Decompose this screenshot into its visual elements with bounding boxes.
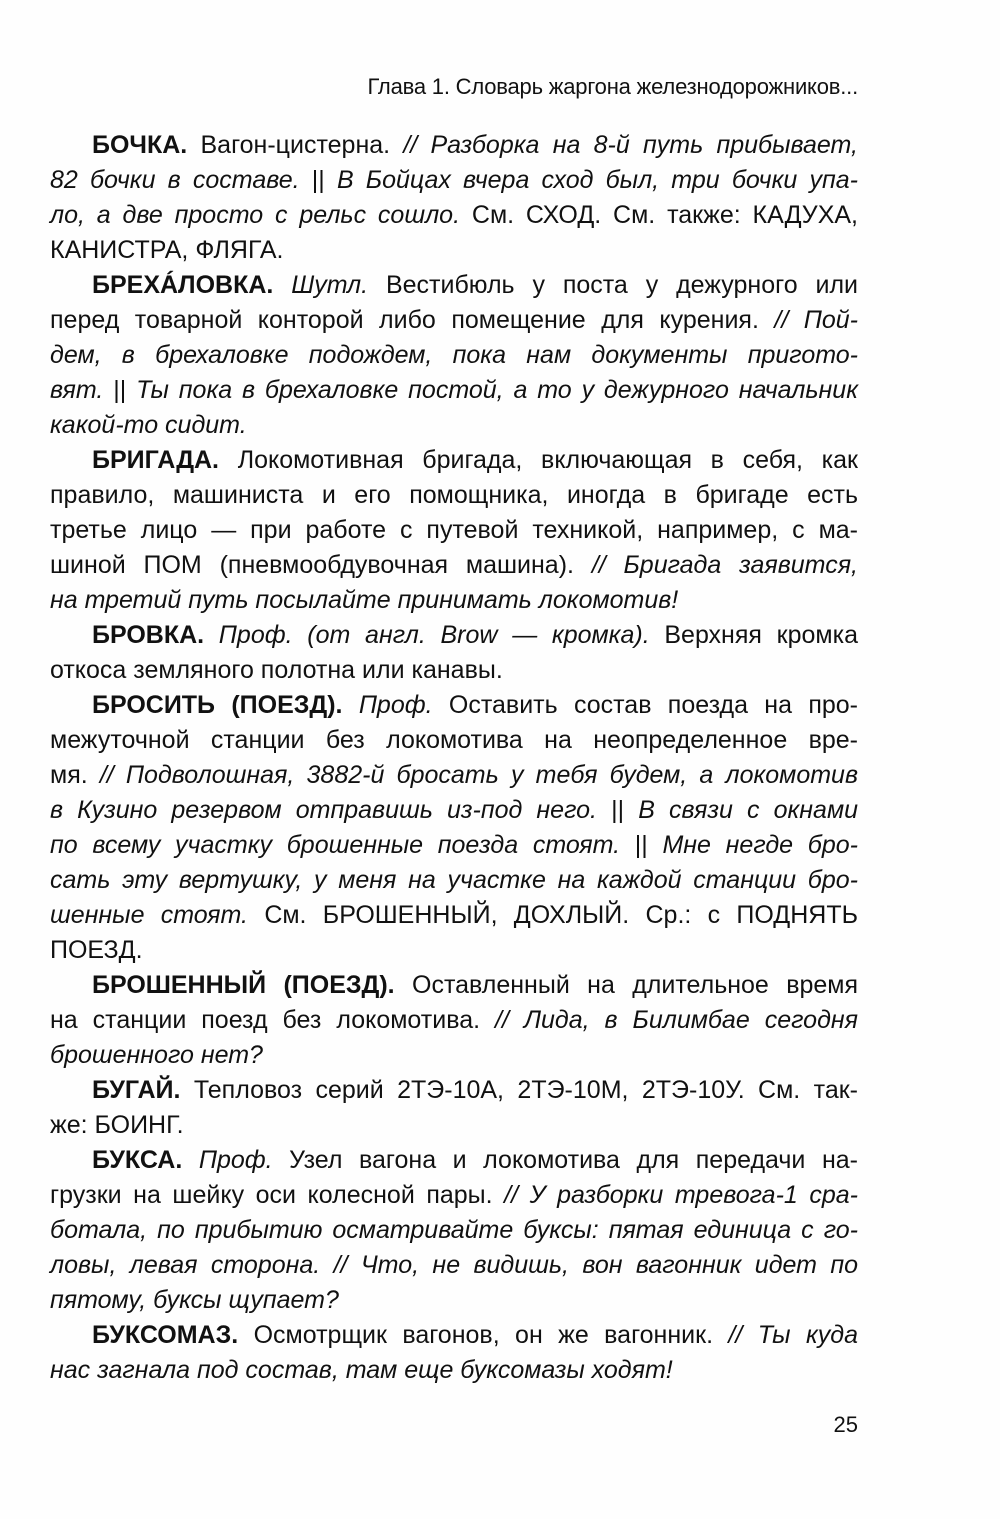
entry-line <box>50 1318 858 1353</box>
example-text: Проф. <box>198 1146 290 1174</box>
entry-line <box>50 1178 858 1213</box>
example-text: в Кузино резервом отправишь из-под него. <box>50 796 612 824</box>
entry-line <box>50 1283 858 1318</box>
dictionary-entry <box>50 968 858 1073</box>
example-text: Мне негде бро- <box>662 831 858 859</box>
definition-text: шиной ПОМ (пневмообдувочная машина). <box>50 551 592 579</box>
example-text: ботала, по прибытию осматривайте буксы: пятая единица с го- <box>50 1216 858 1244</box>
definition-text: Вагон-цистерна. <box>200 131 404 159</box>
headword: БРИГАДА. <box>92 446 220 474</box>
example-text: // Разборка на 8-й путь прибывает, <box>403 131 858 159</box>
definition-text: мя. <box>50 761 100 789</box>
example-text: дем, в брехаловке подождем, пока нам документы пригото- <box>50 341 858 369</box>
entry-line <box>50 968 858 1003</box>
entry-line <box>50 408 858 443</box>
entry-line <box>50 198 858 233</box>
entry-line <box>50 898 858 933</box>
dictionary-entry <box>50 128 858 268</box>
headword: БОЧКА. <box>92 131 188 159</box>
example-text: 82 бочки в составе. <box>50 166 312 194</box>
definition-text: правило, машиниста и его помощника, иногда в бригаде есть <box>50 481 858 509</box>
entry-line <box>50 758 858 793</box>
example-text: // Бригада заявится, <box>591 551 859 579</box>
entry-line <box>50 618 858 653</box>
page-number: 25 <box>833 1412 858 1437</box>
example-text: ло, а две просто с рельс сошло. <box>50 201 472 229</box>
entry-line <box>50 1108 858 1143</box>
entry-line <box>50 338 858 373</box>
entry-line <box>50 548 858 583</box>
example-text: Шутл. <box>291 271 386 299</box>
entry-line <box>50 688 858 723</box>
entry-line <box>50 268 858 303</box>
entry-line <box>50 233 858 268</box>
entry-line <box>50 723 858 758</box>
example-text: // Ты куда <box>728 1321 858 1349</box>
entry-line <box>50 933 858 968</box>
definition-text: Локомотивная бригада, включающая в себя, как <box>237 446 858 474</box>
headword: БУКСА. <box>92 1146 183 1174</box>
entry-line <box>50 478 858 513</box>
dictionary-entry <box>50 443 858 618</box>
definition-text: || <box>113 376 137 404</box>
definition-text: Тепловоз серий 2ТЭ-10А, 2ТЭ-10М, 2ТЭ-10У. См. так- <box>193 1076 858 1104</box>
entry-line <box>50 163 858 198</box>
example-text: нас загнала под состав, там еще буксомазы ходят! <box>50 1356 673 1384</box>
example-text: В связи с окнами <box>638 796 858 824</box>
entry-line <box>50 1073 858 1108</box>
definition-text: Оставить состав поезда на про- <box>448 691 858 719</box>
definition-text: грузки на шейку оси колесной пары. <box>50 1181 505 1209</box>
definition-text: ПОЕЗД. <box>50 936 143 964</box>
entry-line <box>50 373 858 408</box>
headword: БРОШЕННЫЙ (ПОЕЗД). <box>92 971 395 999</box>
headword: БРОСИТЬ (ПОЕЗД). <box>92 691 343 719</box>
entry-line <box>50 653 858 688</box>
definition-text: Узел вагона и локомотива для передачи на- <box>289 1146 858 1174</box>
headword: БРЕХÁЛОВКА. <box>92 271 274 299</box>
entry-line <box>50 1143 858 1178</box>
dictionary-entry <box>50 618 858 688</box>
entry-line <box>50 1213 858 1248</box>
entry-line <box>50 128 858 163</box>
definition-text: Верхняя кромка <box>664 621 858 649</box>
entry-line <box>50 1248 858 1283</box>
entry-line <box>50 828 858 863</box>
example-text: на третий путь посылайте принимать локомотив! <box>50 586 679 614</box>
definition-text: Оставленный на длительное время <box>412 971 859 999</box>
example-text: ловы, левая сторона. // Что, не видишь, вон вагонник идет по <box>50 1251 858 1279</box>
entry-line <box>50 443 858 478</box>
definition-text: См. СХОД. См. также: КАДУХА, <box>471 201 858 229</box>
example-text: вят. <box>50 376 114 404</box>
example-text: Проф. <box>358 691 449 719</box>
example-text: шенные стоят. <box>50 901 265 929</box>
dictionary-entry <box>50 1143 858 1318</box>
entry-line <box>50 1003 858 1038</box>
headword: БУГАЙ. <box>92 1076 181 1104</box>
example-text: В Бойцах вчера сход был, три бочки упа- <box>336 166 858 194</box>
example-text: по всему участку брошенные поезда стоят. <box>50 831 635 859</box>
definition-text: перед товарной конторой либо помещение для курения. <box>50 306 775 334</box>
definition-text: || <box>611 796 639 824</box>
headword: БРОВКА. <box>92 621 205 649</box>
running-head: Глава 1. Словарь жаргона железнодорожников... <box>367 74 858 99</box>
entry-line <box>50 793 858 828</box>
dictionary-entry <box>50 1318 858 1388</box>
dictionary-body <box>50 128 858 1388</box>
definition-text: Вестибюль у поста у дежурного или <box>385 271 858 299</box>
entry-line <box>50 1353 858 1388</box>
example-text: Ты пока в брехаловке постой, а то у дежурного начальник <box>136 376 859 404</box>
definition-text: же: БОИНГ. <box>50 1111 184 1139</box>
example-text: брошенного нет? <box>50 1041 263 1069</box>
headword: БУКСОМАЗ. <box>92 1321 239 1349</box>
definition-text: Осмотрщик вагонов, он же вагонник. <box>253 1321 729 1349</box>
dictionary-entry <box>50 688 858 968</box>
definition-text: || <box>634 831 663 859</box>
definition-text: откоса земляного полотна или канавы. <box>50 656 503 684</box>
entry-line <box>50 303 858 338</box>
definition-text: на станции поезд без локомотива. <box>50 1006 496 1034</box>
example-text: какой-то сидит. <box>50 411 247 439</box>
dictionary-entry <box>50 268 858 443</box>
example-text: сать эту вертушку, у меня на участке на каждой станции бро- <box>50 866 858 894</box>
entry-line <box>50 1038 858 1073</box>
example-text: Проф. (от англ. Brow — кромка). <box>218 621 665 649</box>
entry-line <box>50 583 858 618</box>
definition-text: межуточной станции без локомотива на неопределенное вре- <box>50 726 858 754</box>
example-text: // Подволошная, 3882-й бросать у тебя будем, а локомотив <box>99 761 859 789</box>
example-text: пятому, буксы щупает? <box>50 1286 339 1314</box>
example-text: // Пой- <box>774 306 858 334</box>
example-text: // У разборки тревога-1 сра- <box>504 1181 858 1209</box>
dictionary-entry <box>50 1073 858 1143</box>
definition-text: См. БРОШЕННЫЙ, ДОХЛЫЙ. Ср.: с ПОДНЯТЬ <box>264 901 859 929</box>
entry-line <box>50 513 858 548</box>
example-text: // Лида, в Билимбае сегодня <box>495 1006 858 1034</box>
entry-line <box>50 863 858 898</box>
definition-text: КАНИСТРА, ФЛЯГА. <box>50 236 284 264</box>
definition-text: || <box>311 166 337 194</box>
definition-text: третье лицо — при работе с путевой техникой, например, с ма- <box>50 516 858 544</box>
